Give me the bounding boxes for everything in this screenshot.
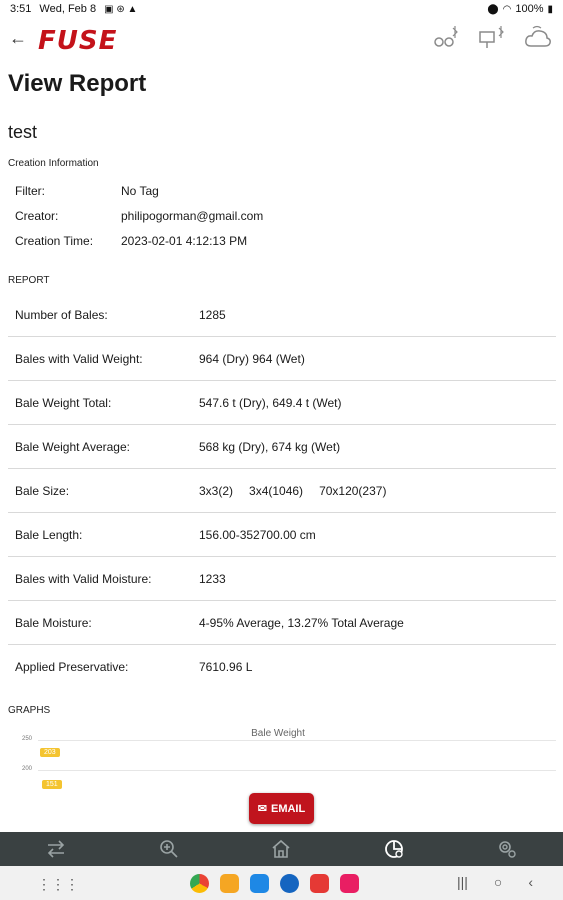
report-value: 964 (Dry) 964 (Wet) (199, 351, 305, 366)
report-label: Number of Bales: (15, 307, 108, 322)
app-bar (0, 20, 563, 60)
notification-icons: ▣ ⊛ ▲ (104, 3, 138, 15)
value-badge: 151 (42, 780, 62, 789)
bluetooth-monitor-icon[interactable] (477, 24, 507, 52)
calendar-icon[interactable] (250, 874, 269, 893)
grid-line (38, 770, 556, 771)
info-label: Creation Time: (15, 234, 94, 248)
email-button[interactable] (249, 793, 314, 824)
page-title: View Report (8, 70, 147, 97)
email-label: EMAIL (270, 802, 306, 815)
recents-icon[interactable]: ||| (456, 874, 468, 890)
bale-size-item: 70x120(237) (319, 483, 387, 498)
report-label: Bales with Valid Weight: (15, 351, 143, 366)
info-row-creator (15, 209, 263, 223)
report-label: Bale Weight Total: (15, 395, 112, 410)
video-app-icon[interactable] (340, 874, 359, 893)
info-label: Creator: (15, 209, 59, 223)
info-row-filter (15, 184, 159, 198)
system-nav-bar (0, 866, 563, 900)
info-label: Filter: (15, 184, 45, 198)
report-row (8, 293, 556, 337)
bottom-nav (0, 832, 563, 866)
fuse-logo: FUSE (38, 26, 118, 56)
report-row (8, 469, 556, 513)
battery-icon: ▮ (547, 3, 553, 15)
messages-icon[interactable] (280, 874, 299, 893)
report-label: Bale Size: (15, 483, 70, 498)
bale-size-item: 3x3(2) (199, 483, 234, 498)
files-icon[interactable] (220, 874, 239, 893)
settings-icon[interactable] (487, 835, 527, 863)
report-row (8, 425, 556, 469)
report-name: test (8, 122, 38, 142)
chrome-icon[interactable] (190, 874, 209, 893)
report-value: 547.6 t (Dry), 649.4 t (Wet) (199, 395, 342, 410)
status-bar (0, 0, 563, 18)
app-dock (190, 874, 359, 893)
home-icon[interactable] (261, 835, 301, 863)
search-zoom-icon[interactable] (149, 835, 189, 863)
report-value: 4-95% Average, 13.27% Total Average (199, 615, 404, 630)
report-row (8, 645, 556, 689)
info-row-creation-time (15, 234, 247, 248)
info-value: No Tag (121, 184, 159, 198)
value-badge: 203 (40, 748, 60, 757)
report-label: Applied Preservative: (15, 660, 129, 674)
report-value: 156.00-352700.00 cm (199, 527, 316, 542)
report-table (8, 293, 556, 689)
contacts-icon[interactable] (310, 874, 329, 893)
report-label: Bales with Valid Moisture: (15, 571, 152, 586)
report-label: Bale Moisture: (15, 615, 92, 630)
creation-section-label: Creation Information (8, 158, 99, 169)
status-date: Wed, Feb 8 (39, 3, 97, 15)
report-chart-icon[interactable] (374, 835, 414, 863)
report-value: 1233 (199, 571, 226, 586)
bale-size-item: 3x4(1046) (249, 483, 304, 498)
report-row (8, 601, 556, 645)
report-section-label: REPORT (8, 275, 50, 286)
report-row (8, 337, 556, 381)
report-value: 7610.96 L (199, 660, 253, 674)
report-row (8, 381, 556, 425)
home-button-icon[interactable]: ○ (493, 874, 503, 890)
location-icon: ⬤ (487, 3, 499, 15)
graphs-section-label: GRAPHS (8, 705, 51, 716)
report-label: Bale Weight Average: (15, 439, 130, 454)
status-time: 3:51 (10, 3, 32, 15)
battery-level: 100% (515, 3, 544, 15)
report-row (8, 513, 556, 557)
y-tick: 250 (22, 736, 33, 742)
y-tick: 200 (22, 766, 33, 772)
app-drawer-icon[interactable]: ⋮⋮⋮ (37, 876, 79, 892)
bale-weight-graph (8, 722, 556, 797)
info-value: 2023-02-01 4:12:13 PM (121, 234, 248, 248)
report-value: 1285 (199, 307, 226, 322)
mail-icon: ✉ (257, 803, 267, 815)
report-row (8, 557, 556, 601)
transfer-icon[interactable] (36, 835, 76, 863)
wifi-icon: ◠ (502, 3, 512, 15)
graph-title: Bale Weight (251, 728, 305, 739)
bluetooth-device-icon[interactable] (431, 24, 461, 52)
info-value: philipogorman@gmail.com (121, 209, 264, 223)
report-label: Bale Length: (15, 527, 83, 542)
back-nav-icon[interactable]: ‹ (528, 874, 533, 890)
report-value: 568 kg (Dry), 674 kg (Wet) (199, 439, 341, 454)
cloud-sync-icon[interactable] (523, 24, 553, 52)
grid-line (38, 740, 556, 741)
back-arrow-icon[interactable]: ← (9, 28, 27, 48)
bale-sizes (199, 484, 556, 498)
